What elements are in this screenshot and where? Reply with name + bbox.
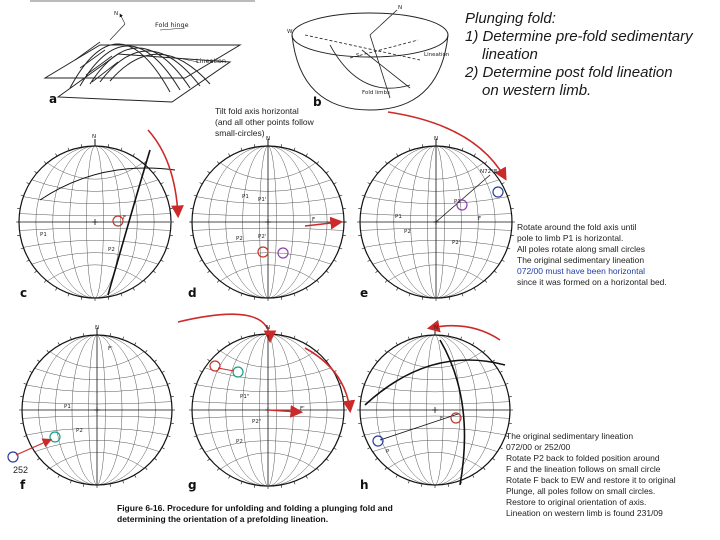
label-252: 252 — [13, 465, 29, 475]
net-g-p2-label: P2" — [252, 419, 262, 425]
net-g-tick — [207, 359, 209, 361]
net-e-n72-label: N72°E — [480, 169, 498, 175]
note-restore-line-4: F and the lineation follows on small circle — [506, 464, 661, 474]
net-e-tick — [502, 260, 505, 262]
net-d-tick — [200, 183, 203, 185]
net-c-tick — [161, 260, 164, 262]
net-d-p1-label: P1 — [242, 194, 249, 200]
net-f-tick — [154, 458, 156, 460]
net-f-p1-label: P1 — [64, 404, 71, 410]
net-c-small-circle — [23, 240, 166, 247]
net-c-tick — [133, 288, 135, 291]
net-d-tick — [229, 154, 231, 157]
note-restore-line-6: Plunge, all poles follow on small circles. — [506, 486, 656, 496]
net-d-tick — [334, 260, 337, 262]
net-d-p2p-label: P2' — [258, 234, 267, 240]
net-d-north-label: N — [266, 136, 271, 142]
net-e-tick — [485, 280, 487, 282]
net-f-tick — [135, 342, 137, 345]
net-g-tick — [317, 468, 319, 470]
net-d-tick — [306, 154, 308, 157]
net-d-p2-label: P2 — [236, 236, 243, 242]
net-c-tick — [34, 271, 36, 273]
net-f-circle-blue — [8, 452, 18, 462]
net-f-f-label: F' — [108, 346, 113, 352]
net-g-tick — [334, 448, 337, 450]
net-h-tick — [385, 467, 387, 469]
net-e-north-label: N — [434, 136, 439, 142]
net-f-tick — [58, 475, 60, 478]
net-c-tick — [56, 154, 58, 157]
arrow-f-to-g — [178, 314, 270, 340]
net-c-small-circle — [40, 168, 175, 200]
fold-hinge-label: Fold hinge — [155, 21, 189, 29]
net-h-tick — [367, 448, 370, 450]
net-c-tick — [44, 161, 46, 163]
title-line-5: on western limb. — [482, 82, 592, 99]
net-e-p2-label: P2 — [404, 229, 411, 235]
net-h-tick — [396, 342, 398, 345]
net-c-small-circle — [23, 197, 166, 204]
stereonet-h — [357, 328, 513, 488]
note-restore-line-1: The original sedimentary lineation — [506, 431, 634, 441]
net-f-tick — [162, 448, 165, 450]
net-e-p2p-label: P2' — [452, 240, 461, 246]
net-c-tick — [153, 271, 155, 273]
net-h-tick — [473, 342, 475, 345]
note-rotate-line-1: Rotate around the fold axis until — [517, 222, 637, 232]
note-tilt-line-1: Tilt fold axis horizontal — [215, 106, 299, 116]
net-h-p-label: P — [386, 449, 390, 455]
note-restore-line-8: Lineation on western limb is found 231/09 — [506, 508, 663, 518]
net-g-tick — [326, 359, 328, 361]
panel-label-b: b — [313, 95, 322, 109]
note-restore-line-3: Rotate P2 back to folded position around — [506, 453, 660, 463]
net-c-tick — [133, 154, 135, 157]
net-g-tick — [306, 342, 308, 345]
net-e-tick — [385, 161, 387, 163]
note-restore-line-5: Rotate F back to EW and restore it to original — [506, 475, 676, 485]
net-e-p1p-label: P1' — [454, 199, 463, 205]
panel-label-a: a — [49, 92, 58, 106]
net-g-f-label: F' — [300, 406, 305, 412]
net-d-tick — [207, 171, 209, 173]
net-g-north-label: N — [266, 325, 271, 331]
net-h-tick — [367, 371, 370, 373]
net-g-tick — [200, 371, 203, 373]
net-f-tick — [47, 467, 49, 469]
net-g-tick — [200, 448, 203, 450]
net-f-tick — [37, 458, 39, 460]
net-c-north-label: N — [92, 134, 97, 140]
net-h-tick — [483, 467, 485, 469]
net-g-p1-label: P1" — [240, 394, 250, 400]
net-e-tick — [397, 154, 399, 157]
block-north-label: N — [114, 11, 119, 17]
net-d-tick — [334, 183, 337, 185]
net-f-tick — [29, 371, 32, 373]
net-c-small-circle — [47, 163, 143, 179]
net-f-circle-teal — [50, 432, 60, 442]
net-c-small-circle — [19, 214, 170, 216]
net-h-f-label: F — [440, 416, 444, 422]
caption-line-1: Figure 6-16. Procedure for unfolding and folding a plunging fold and — [117, 503, 393, 513]
panel-label-c: c — [20, 286, 28, 300]
net-e-tick — [485, 161, 487, 163]
net-g-tick — [317, 349, 319, 351]
net-h-small-circle — [360, 402, 509, 404]
net-c-tick — [56, 288, 58, 291]
net-d-tick — [306, 288, 308, 291]
net-c-small-circle — [32, 253, 158, 265]
panel-label-f: f — [20, 478, 26, 492]
title-line-1: Plunging fold: — [465, 10, 556, 27]
note-tilt — [215, 106, 314, 139]
net-f-arrow — [16, 440, 50, 455]
net-e-tick — [474, 288, 476, 291]
net-f-tick — [154, 360, 156, 362]
title-line-3: lineation — [482, 46, 538, 63]
net-e-tick — [368, 260, 371, 262]
net-h-small-circle — [365, 360, 505, 405]
net-f-tick — [145, 350, 147, 352]
net-h-tick — [396, 475, 398, 478]
block-lineation-label: Lineation — [196, 57, 226, 65]
net-d-tick — [317, 161, 319, 163]
net-d-tick — [229, 288, 231, 291]
net-d-p1p-label: P1' — [258, 197, 267, 203]
note-rotate-line-2: pole to limb P1 is horizontal. — [517, 233, 624, 243]
page-title — [465, 10, 720, 100]
net-h-small-circle — [364, 428, 505, 435]
note-tilt-line-2: (and all other points follow — [215, 117, 314, 127]
net-f-tick — [145, 467, 147, 469]
net-g-link — [218, 368, 234, 371]
net-e-tick — [375, 271, 377, 273]
net-d-tick — [207, 271, 209, 273]
net-g-tick — [326, 459, 328, 461]
net-c-tick — [161, 183, 164, 185]
net-d-f-label: F — [312, 217, 316, 223]
net-f-tick — [47, 350, 49, 352]
note-restore — [506, 431, 676, 519]
net-c-small-circle — [19, 228, 170, 230]
note-rotate — [517, 222, 667, 288]
net-c-small-circle — [47, 265, 143, 281]
net-h-small-circle — [388, 452, 482, 468]
net-f-p2-label: P2 — [76, 428, 83, 434]
net-e-circle-blue — [493, 187, 503, 197]
net-e-f-label: F — [478, 216, 482, 222]
net-e-tick — [502, 183, 505, 185]
net-g-tick — [306, 476, 308, 479]
net-e-tick — [474, 154, 476, 157]
net-c-tick — [27, 183, 30, 185]
net-g-circle-red — [210, 361, 220, 371]
hemisphere-west-label: W — [287, 29, 293, 35]
note-restore-line-2: 072/00 or 252/00 — [506, 442, 571, 452]
net-h-line — [380, 414, 458, 440]
panel-label-d: d — [188, 286, 197, 300]
panel-label-e: e — [360, 286, 369, 300]
net-c-p2-label: P2 — [108, 247, 115, 253]
net-e-tick — [397, 288, 399, 291]
net-h-tick — [385, 350, 387, 352]
net-f-tick — [37, 360, 39, 362]
net-h-tick — [473, 475, 475, 478]
net-c-tick — [144, 280, 146, 282]
net-g-p2b-label: P2 — [236, 439, 243, 445]
net-g-tick — [207, 459, 209, 461]
note-rotate-line-3: All poles rotate along small circles — [517, 244, 646, 254]
net-h-tick — [500, 371, 503, 373]
net-g-tick — [217, 349, 219, 351]
net-h-tick — [483, 350, 485, 352]
net-d-tick — [217, 280, 219, 282]
net-g-tick — [229, 476, 231, 479]
title-line-4: 2) Determine post fold lineation — [465, 64, 673, 81]
net-c-tick — [34, 171, 36, 173]
stereonet-c — [16, 139, 174, 301]
note-rotate-line-5: 072/00 must have been horizontal — [517, 266, 646, 276]
net-e-tick — [375, 171, 377, 173]
hemisphere-lineation-label: Lineation — [424, 52, 450, 58]
net-c-tick — [27, 260, 30, 262]
net-g-circle-teal — [233, 367, 243, 377]
net-f-tick — [162, 371, 165, 373]
net-h-tick — [500, 448, 503, 450]
net-g-tick — [229, 342, 231, 345]
net-d-tick — [326, 171, 328, 173]
net-h-small-circle — [373, 368, 498, 379]
panel-label-h: h — [360, 478, 369, 492]
net-c-f-label: F — [123, 215, 127, 221]
note-rotate-line-4: The original sedimentary lineation — [517, 255, 645, 265]
net-f-tick — [58, 342, 60, 345]
note-restore-line-7: Restore to original orientation of axis. — [506, 497, 647, 507]
net-h-small-circle — [360, 416, 509, 418]
net-d-tick — [200, 260, 203, 262]
net-c-pole-circle — [113, 216, 123, 226]
net-e-tick — [368, 183, 371, 185]
hemisphere-fold-limbs-label: Fold limbs — [362, 90, 390, 96]
net-h-tick — [492, 458, 494, 460]
net-c-tick — [44, 280, 46, 282]
net-c-p1-label: P1 — [40, 232, 47, 238]
net-d-tick — [326, 271, 328, 273]
net-d-tick — [317, 280, 319, 282]
net-e-tick — [385, 280, 387, 282]
hemisphere-north-label: N — [398, 5, 403, 11]
net-g-tick — [217, 468, 219, 470]
net-d-tick — [217, 161, 219, 163]
panel-label-g: g — [188, 478, 197, 492]
net-e-tick — [494, 271, 496, 273]
net-h-tick — [375, 458, 377, 460]
net-h-small-circle — [373, 440, 498, 451]
net-f-tick — [135, 475, 137, 478]
caption-line-2: determining the orientation of a prefolding lineation. — [117, 514, 329, 524]
hemisphere-s-label: S — [356, 53, 360, 59]
net-h-north-label: N — [434, 325, 439, 331]
note-tilt-line-3: small-circles) — [215, 128, 265, 138]
note-rotate-line-6: since it was formed on a horizontal bed. — [517, 277, 667, 287]
net-c-tick — [153, 171, 155, 173]
figure-caption — [117, 503, 393, 525]
net-h-tick — [375, 360, 377, 362]
arrow-h-top — [430, 326, 500, 340]
net-e-p1-label: P1 — [395, 214, 402, 220]
net-f-north-label: N — [95, 325, 100, 331]
title-line-2: 1) Determine pre-fold sedimentary — [465, 28, 693, 45]
net-d-circle-red — [258, 247, 268, 257]
